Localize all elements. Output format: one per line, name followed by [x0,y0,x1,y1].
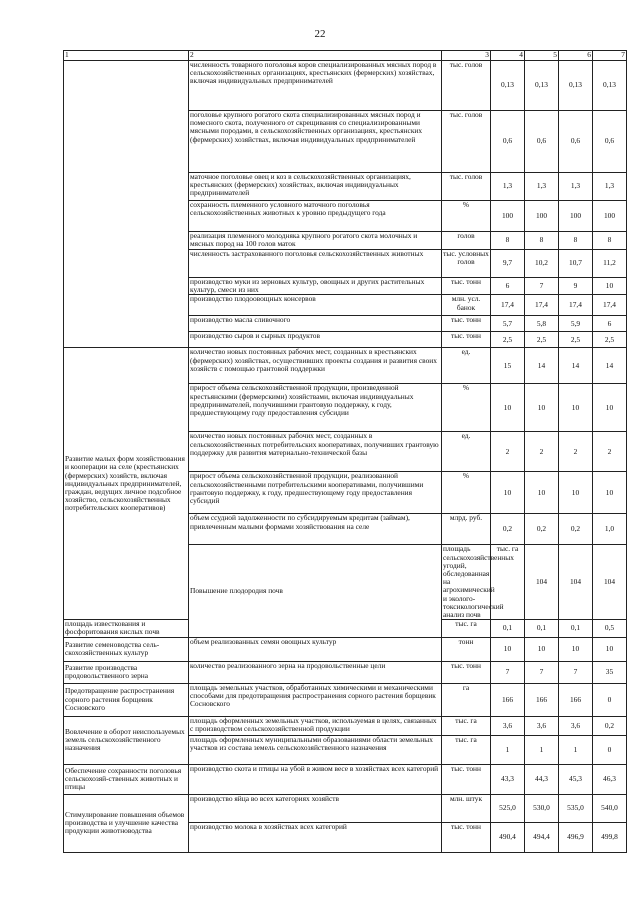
value-cell: 3,6 [525,716,559,735]
value-cell: 1,0 [593,514,627,545]
unit-cell: тыс. голов [442,61,491,111]
group-cell: Развитие производства продовольственного зерна [64,661,189,683]
unit-cell: тыс. тонн [442,316,491,332]
value-cell: 2 [559,432,593,472]
unit-cell: голов [442,232,491,250]
value-cell: 0,13 [593,61,627,111]
indicator-cell: производство молока в хозяйствах всех категорий [189,822,442,852]
header-cell: 6 [559,51,593,61]
value-cell: 10 [525,384,559,432]
group-cell: Предотвращение распространения сорного растения борщевик Сосновского [64,683,189,716]
unit-cell: тыс. га [442,735,491,764]
group-cell: Развитие семеноводства сель-скохозяйственных культур [64,637,189,661]
value-cell: 10 [593,637,627,661]
indicator-cell: прирост объема сельскохозяйственной продукции, произведенной крестьянскими (фермерскими) хозяйствами, включая индивидуальных предпринимателей, получившими грантовую поддержку, к году, предшествующему году предоставления субсидии [189,384,442,432]
value-cell: 2 [491,432,525,472]
page-number: 22 [314,28,326,40]
value-cell: 7 [491,661,525,683]
value-cell: 9 [559,278,593,295]
table-header-row [64,51,627,61]
indicator-cell: объем реализованных семян овощных культур [189,637,442,661]
value-cell: 15 [491,348,525,384]
value-cell: 17,4 [559,295,593,316]
value-cell: 5,7 [491,316,525,332]
value-cell: 0,6 [559,111,593,173]
value-cell: 10 [593,278,627,295]
value-cell: 2,5 [559,332,593,348]
header-cell: 1 [64,51,189,61]
group-cell: Повышение плодородия почв [189,545,442,637]
unit-cell: тыс. голов [442,173,491,201]
value-cell: 44,3 [525,764,559,794]
value-cell: 1,3 [525,173,559,201]
value-cell: 14 [525,348,559,384]
table-row [64,716,627,735]
value-cell: 2,5 [593,332,627,348]
unit-cell: тыс. тонн [442,278,491,295]
value-cell: 46,3 [593,764,627,794]
value-cell: 1 [525,735,559,764]
value-cell: 525,0 [491,794,525,822]
value-cell: 17,4 [525,295,559,316]
header-cell: 5 [525,51,559,61]
value-cell: 0,2 [559,514,593,545]
value-cell: 0 [593,735,627,764]
value-cell: 8 [559,232,593,250]
value-cell: 494,4 [525,822,559,852]
value-cell: 100 [525,201,559,232]
unit-cell: тыс. тонн [442,764,491,794]
value-cell: 43,3 [491,764,525,794]
value-cell: 0,5 [593,620,627,637]
table-row [64,661,627,683]
value-cell: 10 [491,384,525,432]
table-row [64,61,627,111]
unit-cell: тыс. га [491,545,525,620]
indicator-cell: количество новых постоянных рабочих мест, созданных в сельскохозяйственных потребительских кооперативах, получивших грантовую поддержку для развития материально-технической базы [189,432,442,472]
value-cell: 530,0 [525,794,559,822]
value-cell: 2 [593,432,627,472]
unit-cell: тыс. тонн [442,822,491,852]
value-cell: 0,2 [525,514,559,545]
value-cell: 11,2 [593,250,627,278]
table-row [64,764,627,794]
value-cell: 1 [491,735,525,764]
value-cell: 10 [559,384,593,432]
value-cell: 3,6 [491,716,525,735]
value-cell: 14 [559,348,593,384]
unit-cell: млн. усл. банок [442,295,491,316]
value-cell: 100 [559,201,593,232]
value-cell: 10 [593,384,627,432]
indicator-cell: производство сыров и сырных продуктов [189,332,442,348]
indicator-cell: количество новых постоянных рабочих мест, созданных в крестьянских (фермерских) хозяйствах, осуществивших проекты создания и развития своих хозяйств с помощью грантовой поддержки [189,348,442,384]
indicator-cell: производство яйца во всех категориях хозяйств [189,794,442,822]
indicator-cell: количество реализованного зерна на продовольственные цели [189,661,442,683]
value-cell: 3,6 [559,716,593,735]
indicator-cell: площадь известкования и фосфоритования кислых почв [64,620,189,637]
indicator-cell: производство скота и птицы на убой в живом весе в хозяйствах всех категорий [189,764,442,794]
indicator-cell: объем ссудной задолженности по субсидируемым кредитам (займам), привлеченным малыми формами хозяйствования на селе [189,514,442,545]
value-cell: 45,3 [559,764,593,794]
value-cell: 166 [491,683,525,716]
value-cell: 14 [593,348,627,384]
value-cell: 0,2 [593,716,627,735]
unit-cell: % [442,472,491,514]
value-cell: 10 [491,472,525,514]
header-cell: 7 [593,51,627,61]
indicator-cell: поголовье крупного рогатого скота специализированных мясных пород и помесного скота, полученного от скрещивания со специализированными мясными породами, в сельскохозяйственных организациях, крестьянских (фермерских) хозяйствах, включая индивидуальных предпринимателей [189,111,442,173]
unit-cell: % [442,384,491,432]
unit-cell: тыс. условных голов [442,250,491,278]
value-cell: 5,9 [559,316,593,332]
value-cell: 10,7 [559,250,593,278]
unit-cell: тыс. га [442,716,491,735]
value-cell: 7 [525,661,559,683]
value-cell: 166 [525,683,559,716]
value-cell: 496,9 [559,822,593,852]
value-cell: 100 [593,201,627,232]
unit-cell: тыс. тонн [442,332,491,348]
indicator-cell: площадь сельскохозяйственных угодий, обследованная на агрохимический и эколого-токсикологический анализ почв [443,544,514,620]
value-cell: 0,2 [491,514,525,545]
value-cell: 0,6 [491,111,525,173]
indicator-cell: прирост объема сельскохозяйственной продукции, реализованной сельскохозяйственными потребительскими кооперативами, получившими грантовую поддержку, к году, предшествующему году предоставления субсидий [189,472,442,514]
value-cell: 535,0 [559,794,593,822]
unit-cell: ед. [442,432,491,472]
table-row [64,794,627,822]
value-cell: 0,6 [525,111,559,173]
value-cell: 10 [593,472,627,514]
value-cell: 8 [525,232,559,250]
value-cell: 7 [559,661,593,683]
header-cell: 3 [442,51,491,61]
group-cell: Развитие малых форм хозяйствования и кооперации на селе (крестьянских (фермерских) хозяйств, включая индивидуальных предпринимателей, граждан, ведущих личное подсобное хозяйство, сельскохозяйственных потребительских кооперативов) [64,348,189,620]
unit-cell: ед. [442,348,491,384]
value-cell: 104 [593,545,627,620]
group-cell: Вовлечение в оборот неиспользуемых земель сельскохозяйственного назначения [64,716,189,764]
value-cell: 6 [491,278,525,295]
value-cell: 2,5 [525,332,559,348]
value-cell: 10 [559,472,593,514]
group-cell: Обеспечение сохранности поголовья сельскохозяй-ственных животных и птицы [64,764,189,794]
value-cell: 0,1 [525,620,559,637]
value-cell: 0,13 [525,61,559,111]
indicator-cell: производство плодоовощных консервов [189,295,442,316]
indicator-cell: численность товарного поголовья коров специализированных мясных пород в сельскохозяйственных организациях, крестьянских (фермерских) хозяйствах, включая индивидуальных предпринимателей [189,61,442,111]
header-cell: 2 [189,51,442,61]
value-cell: 35 [593,661,627,683]
value-cell: 5,8 [525,316,559,332]
value-cell: 7 [525,278,559,295]
table-row [64,637,627,661]
value-cell: 104 [525,545,559,620]
value-cell: 1,3 [491,173,525,201]
unit-cell: тыс. голов [442,111,491,173]
value-cell: 1 [559,735,593,764]
indicator-cell: маточное поголовье овец и коз в сельскохозяйственных организациях, крестьянских (фермерских) хозяйствах, включая индивидуальных предпринимателей [189,173,442,201]
indicator-cell: реализация племенного молодняка крупного рогатого скота молочных и мясных пород на 100 голов маток [189,232,442,250]
value-cell: 2 [525,432,559,472]
value-cell: 10 [559,637,593,661]
group-cell [64,61,189,348]
value-cell: 1,3 [559,173,593,201]
value-cell: 2,5 [491,332,525,348]
unit-cell: тонн [442,637,491,661]
header-cell: 4 [491,51,525,61]
indicators-table [63,50,627,853]
indicator-cell: площадь оформленных земельных участков, используемая в целях, связанных с производством сельскохозяйственной продукции [189,716,442,735]
indicator-cell: сохранность племенного условного маточного поголовья сельскохозяйственных животных к уровню предыдущего года [189,201,442,232]
value-cell: 10 [491,637,525,661]
value-cell: 0,6 [593,111,627,173]
value-cell: 166 [559,683,593,716]
unit-cell: млрд. руб. [442,514,491,545]
unit-cell: тыс. га [442,620,491,637]
value-cell: 10 [525,637,559,661]
value-cell: 9,7 [491,250,525,278]
value-cell: 499,8 [593,822,627,852]
value-cell: 17,4 [593,295,627,316]
value-cell: 490,4 [491,822,525,852]
value-cell: 8 [491,232,525,250]
value-cell: 540,0 [593,794,627,822]
value-cell: 0,1 [559,620,593,637]
value-cell: 17,4 [491,295,525,316]
group-cell: Стимулирование повышения объемов производства и улучшение качества продукции животноводства [64,794,189,852]
value-cell: 8 [593,232,627,250]
value-cell: 10,2 [525,250,559,278]
value-cell: 6 [593,316,627,332]
unit-cell: га [442,683,491,716]
value-cell: 0 [593,683,627,716]
value-cell: 1,3 [593,173,627,201]
value-cell: 104 [559,545,593,620]
indicator-cell: производство муки из зерновых культур, овощных и других растительных культур, смеси из них [189,278,442,295]
unit-cell: тыс. тонн [442,661,491,683]
indicator-cell: площадь земельных участков, обработанных химическими и механическими способами для предотвращения распространения сорного растения борщевик Сосновского [189,683,442,716]
indicator-cell: площадь оформленных муниципальными образованиями области земельных участков из состава земель сельскохозяйственного назначения [189,735,442,764]
table-row [64,683,627,716]
value-cell: 10 [525,472,559,514]
indicator-cell: производство масла сливочного [189,316,442,332]
value-cell: 0,13 [559,61,593,111]
value-cell: 0,1 [491,620,525,637]
unit-cell: млн. штук [442,794,491,822]
indicator-cell: численность застрахованного поголовья сельскохозяйственных животных [189,250,442,278]
value-cell: 0,13 [491,61,525,111]
table-row [64,348,627,384]
unit-cell: % [442,201,491,232]
value-cell: 100 [491,201,525,232]
